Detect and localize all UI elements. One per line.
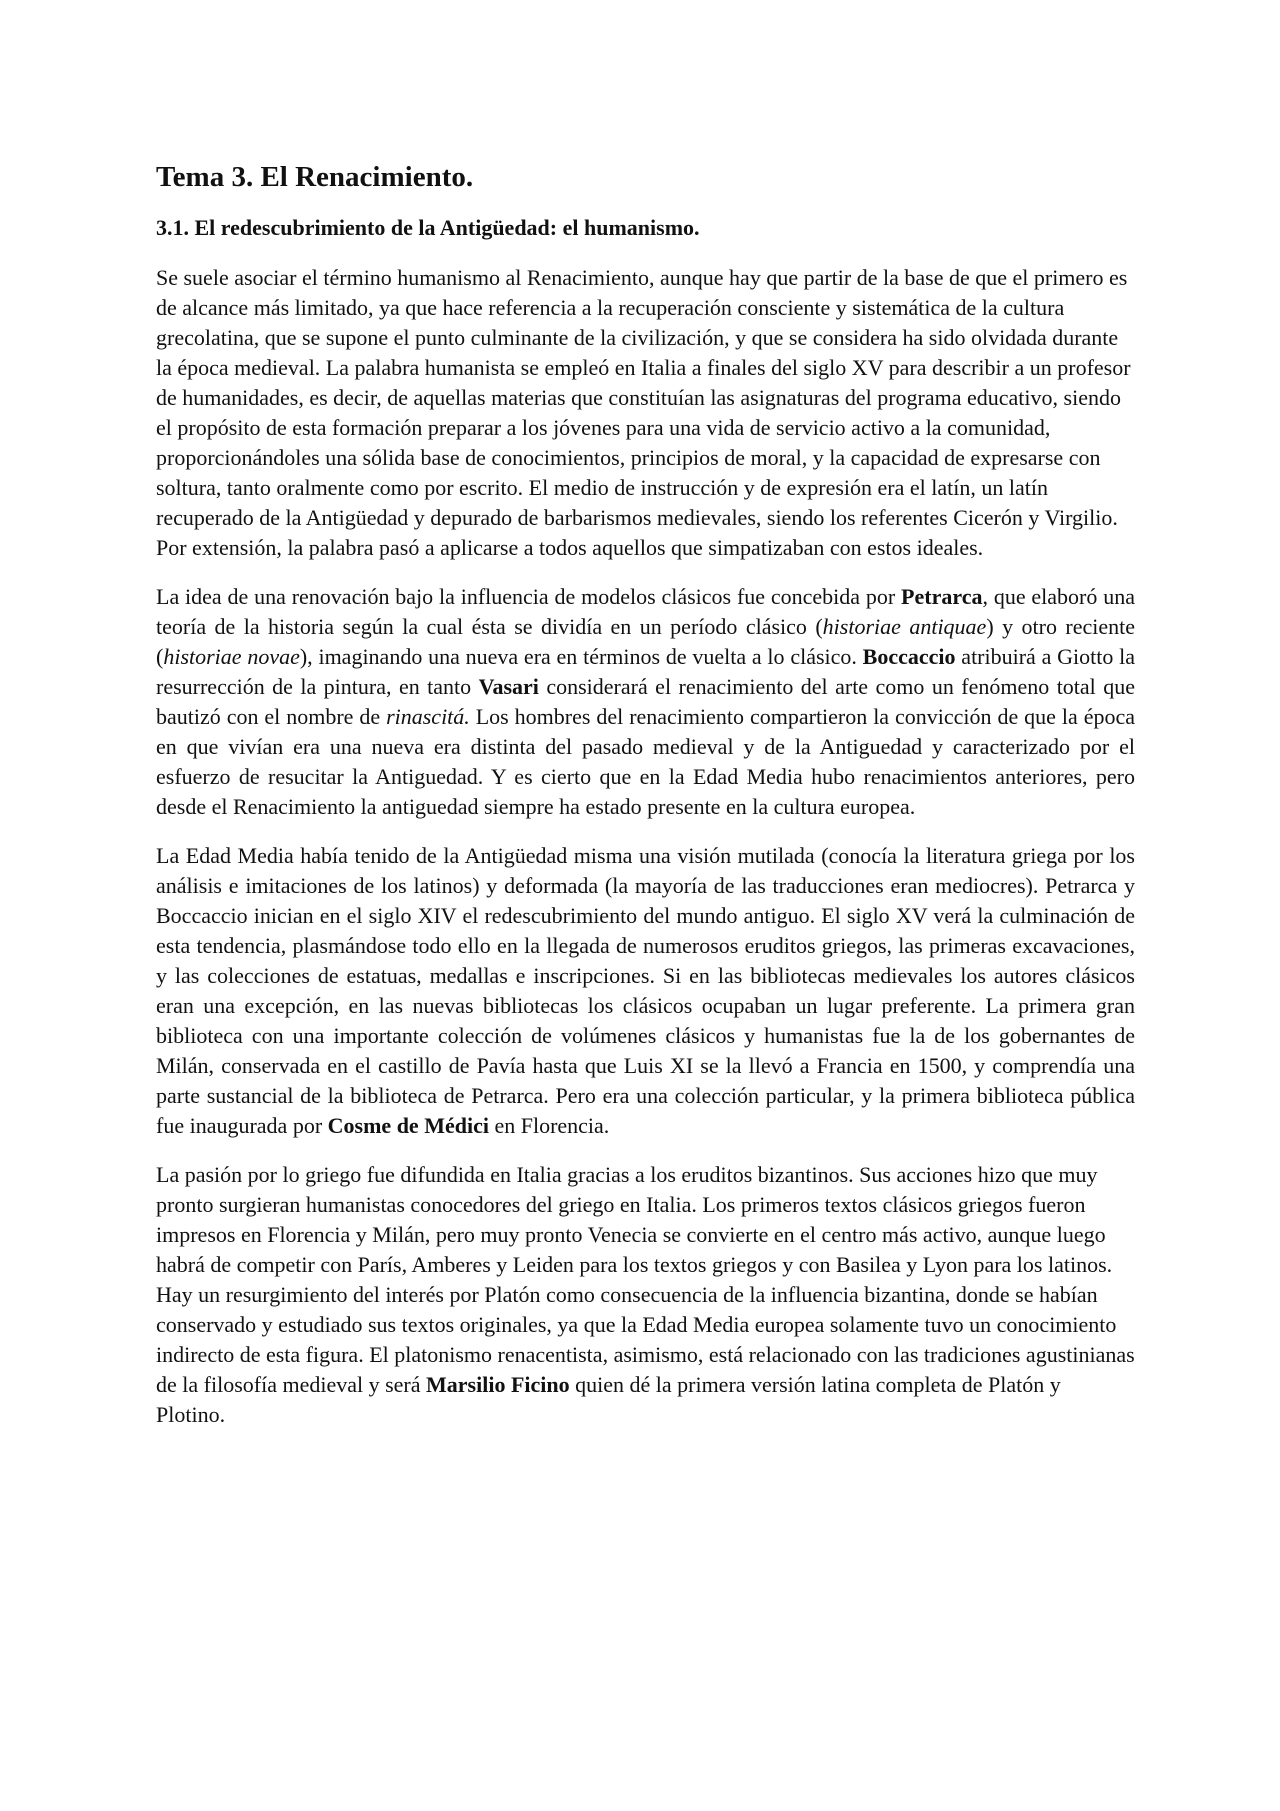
p2-bold-boccaccio: Boccaccio: [862, 644, 956, 670]
p3-bold-cosme-de-medici: Cosme de Médici: [327, 1113, 489, 1139]
p2-bold-petrarca: Petrarca: [901, 584, 983, 610]
paragraph-1: Se suele asociar el término humanismo al Renacimiento, aunque hay que partir de la base de que el primero es de alcance más limitado, ya que hace referencia a la recuperación consciente y sistemática de la cultura grecolatina, que se supone el punto culminante de la civilización, y que se considera ha sido olvidada durante la época medieval. La palabra humanista se empleó en Italia a finales del siglo XV para describir a un profesor de humanidades, es decir, de aquellas materias que constituían las asignaturas del programa educativo, siendo el propósito de esta formación preparar a los jóvenes para una vida de servicio activo a la comunidad, proporcionándoles una sólida base de conocimientos, principios de moral, y la capacidad de expresarse con soltura, tanto oralmente como por escrito. El medio de instrucción y de expresión era el latín, un latín recuperado de la Antigüedad y depurado de barbarismos medievales, siendo los referentes Cicerón y Virgilio. Por extensión, la palabra pasó a aplicarse a todos aquellos que simpatizaban con estos ideales.: [156, 265, 1131, 561]
p4-text-2: quien dé la primera versión latina completa de Platón y Plotino.: [156, 1372, 1061, 1428]
section-heading: 3.1. El redescubrimiento de la Antigüedad: el humanismo.: [156, 214, 700, 240]
p2-text-7: Los hombres del renacimiento compartieron la convicción de que la época en que vivían era una nueva era distinta del pasado medieval y de la Antiguedad y caracterizado por el esfuerzo de resucitar la Antiguedad. Y es cierto que en la Edad Media hubo renacimientos anteriores, pero desde el Renacimiento la antiguedad siempre ha estado presente en la cultura europea.: [156, 704, 1135, 820]
paragraph-2: [156, 582, 1135, 822]
p2-italic-historiae-novae: historiae novae: [163, 644, 300, 670]
p2-text-5: atribuirá a Giotto la resurrección de la pintura, en tanto: [156, 644, 1135, 700]
p2-text-1: La idea de una renovación bajo la influencia de modelos clásicos fue concebida por: [156, 584, 902, 610]
p2-text-4: ), imaginando una nueva era en términos de vuelta a lo clásico.: [299, 644, 863, 670]
p2-bold-vasari: Vasari: [478, 674, 539, 700]
p2-text-3: ) y otro reciente (: [156, 614, 1136, 670]
p3-text-2: en Florencia.: [488, 1113, 610, 1139]
p2-italic-rinascita: rinascitá.: [386, 704, 470, 730]
p2-text-6: considerará el renacimiento del arte como un fenómeno total que bautizó con el nombre de: [156, 674, 1136, 730]
p4-text-1: La pasión por lo griego fue difundida en Italia gracias a los eruditos bizantinos. Sus acciones hizo que muy pronto surgieran humanistas conocedores del griego en Italia. Los primeros textos clásicos griegos fueron impresos en Florencia y Milán, pero muy pronto Venecia se convierte en el centro más activo, aunque luego habrá de competir con París, Amberes y Leiden para los textos griegos y con Basilea y Lyon para los latinos. Hay un resurgimiento del interés por Platón como consecuencia de la influencia bizantina, donde se habían conservado y estudiado sus textos originales, ya que la Edad Media europea solamente tuvo un conocimiento indirecto de esta figura. El platonismo renacentista, asimismo, está relacionado con las tradiciones agustinianas de la filosofía medieval y será: [156, 1162, 1135, 1398]
p2-italic-historiae-antiquae: historiae antiquae: [822, 614, 987, 640]
p3-text-1: La Edad Media había tenido de la Antigüedad misma una visión mutilada (conocía la literatura griega por los análisis e imitaciones de los latinos) y deformada (la mayoría de las traducciones eran mediocres). Petrarca y Boccaccio inician en el siglo XIV el redescubrimiento del mundo antiguo. El siglo XV verá la culminación de esta tendencia, plasmándose todo ello en la llegada de numerosos eruditos griegos, las primeras excavaciones, y las colecciones de estatuas, medallas e inscripciones. Si en las bibliotecas medievales los autores clásicos eran una excepción, en las nuevas bibliotecas los clásicos ocupaban un lugar preferente. La primera gran biblioteca con una importante colección de volúmenes clásicos y humanistas fue la de los gobernantes de Milán, conservada en el castillo de Pavía hasta que Luis XI se la llevó a Francia en 1500, y comprendía una parte sustancial de la biblioteca de Petrarca. Pero era una colección particular, y la primera biblioteca pública fue inaugurada por: [156, 843, 1135, 1139]
paragraph-4: [156, 1160, 1135, 1430]
page-title: Tema 3. El Renacimiento.: [156, 161, 474, 193]
paragraph-3: [156, 841, 1135, 1141]
p2-text-2: , que elaboró una teoría de la historia según la cual ésta se dividía en un período clásico (: [156, 584, 1135, 640]
p4-bold-marsilio-ficino: Marsilio Ficino: [426, 1372, 570, 1398]
